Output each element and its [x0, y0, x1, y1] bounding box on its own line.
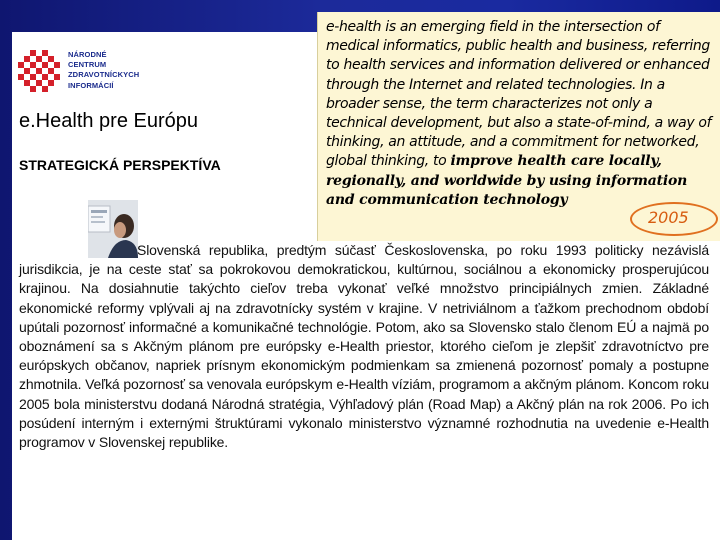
quote-lead: e-health	[326, 19, 382, 35]
quote-text: is an emerging field in the intersection of medical informatics, public health and business, referring to health services and information delivered or enhanced through the Internet and related technologies. In a broader sense, the term characterizes not only a technical development, but also a state-of-mind, a way of thinking, an attitude, and a commitment for networked, global thinking, to	[326, 19, 712, 170]
logo-line: ZDRAVOTNÍCKYCH	[68, 70, 140, 80]
nczi-logo	[16, 48, 156, 94]
slide-title: e.Health pre Európu	[19, 110, 199, 132]
quote-emphasis: improve health care locally, regionally, and worldwide by using information and communication technology	[326, 153, 688, 208]
ehealth-definition-quote	[326, 18, 716, 210]
slide-subtitle: STRATEGICKÁ PERSPEKTÍVA	[19, 157, 221, 173]
article-body: Slovenská republika, predtým súčasť Československa, po roku 1993 politicky nezávislá jurisdikcia, je na ceste stať sa pokrokovou demokratickou, kultúrnou, sociálnou a ekonomicky prosperujúcou krajinou. Na dosiahnutie takýchto cieľov treba vykonať veľké množstvo principiálnych zmien. Základné ekonomické reformy vplývali aj na zdravotnícky systém v krajine. V netriviálnom a ťažkom prechodnom období upútali pozornosť informačné a komunikačné technológie. Potom, ako sa Slovensko stalo členom EÚ a najmä po oboznámení sa s Akčným plánom pre európsky e-Health priestor, ktorého cieľom je zlepšiť zdravotníctvo pre európskych občanov, napriek prísnym ekonomickým podmienkam sa zmienená pozornosť pomaly a postupne zhmotnila. Veľká pozornosť sa venovala európskym e-Health víziám, programom a akčným plánom. Koncom roku 2005 bola ministerstvu dodaná Národná stratégia, Výhľadový plán (Road Map) a Akčný plán na rok 2006. Po ich posúdení interným i externými štruktúrami vykonalo ministerstvo významné rozhodnutia na uvedenie e-Health programov v Slovenskej republike.	[19, 242, 709, 451]
logo-line: NÁRODNÉ	[68, 50, 107, 59]
logo-line: CENTRUM	[68, 60, 107, 70]
quote-year: 2005	[648, 208, 689, 227]
logo-line: INFORMÁCIÍ	[68, 80, 114, 90]
logo-checker-icon	[16, 48, 64, 94]
logo-text	[68, 50, 158, 91]
